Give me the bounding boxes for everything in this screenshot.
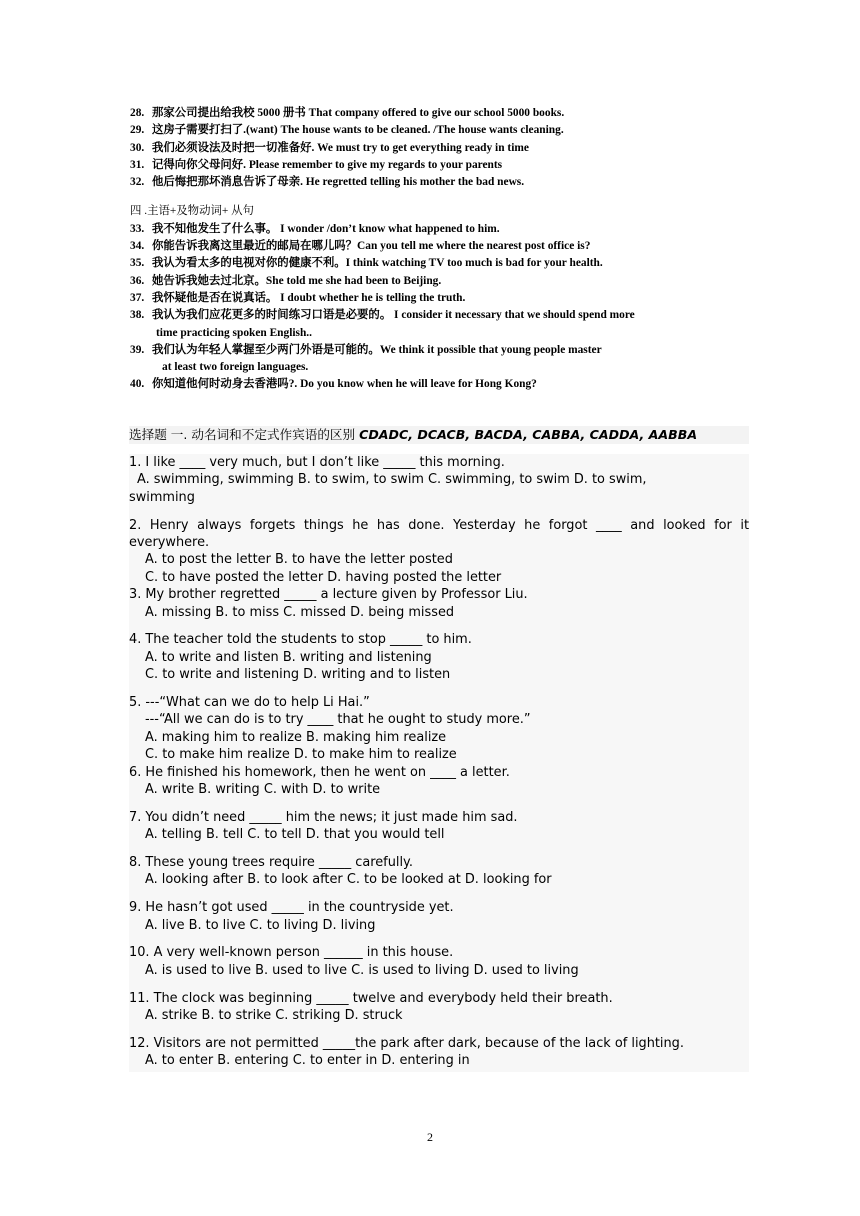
translation-line-continuation: time practicing spoken English.. (156, 326, 313, 339)
choice-heading-label: 选择题 一. 动名词和不定式作宾语的区别 (129, 427, 356, 442)
question-options: C. to make him realize D. to make him to realize (145, 747, 457, 763)
question-options: A. telling B. tell C. to tell D. that you would tell (145, 827, 445, 843)
question-item (129, 854, 749, 889)
translation-line: 32. 他后悔把那坏消息告诉了母亲. He regretted telling his mother the bad news. (130, 176, 525, 189)
question-stem: 11. The clock was beginning _____ twelve and everybody held their breath. (129, 990, 613, 1006)
translation-line: 29. 这房子需要打扫了.(want) The house wants to be cleaned. /The house wants cleaning. (130, 124, 564, 137)
question-stem: 12. Visitors are not permitted _____the park after dark, because of the lack of lighting. (129, 1035, 684, 1051)
answer-key: CDADC, DCACB, BACDA, CABBA, CADDA, AABBA (359, 427, 698, 442)
translation-line: 40. 你知道他何时动身去香港吗?. Do you know when he will leave for Hong Kong? (130, 378, 537, 391)
translation-line: 37. 我怀疑他是否在说真话。 I doubt whether he is telling the truth. (130, 291, 466, 304)
translation-line: 39. 我们认为年轻人掌握至少两门外语是可能的。We think it possible that young people master (130, 343, 602, 356)
question-options: A. to write and listen B. writing and listening (145, 649, 432, 665)
question-list (129, 454, 749, 1072)
question-item (129, 1035, 749, 1070)
page-number: 2 (427, 1130, 433, 1144)
question-options: ---“All we can do is to try ____ that he ought to study more.” (145, 712, 531, 728)
question-options: C. to write and listening D. writing and to listen (145, 667, 451, 683)
question-stem: 5. ---“What can we do to help Li Hai.” (129, 695, 370, 711)
question-options-continuation: swimming (129, 489, 195, 505)
question-stem: 2. Henry always forgets things he has done. Yesterday he forgot ____ and looked for it everywhere. (129, 517, 749, 551)
question-stem: 1. I like ____ very much, but I don’t like _____ this morning. (129, 455, 505, 470)
translation-section (130, 105, 770, 394)
question-options: C. to have posted the letter D. having posted the letter (145, 569, 502, 585)
question-options: A. is used to live B. used to live C. is used to living D. used to living (145, 962, 579, 978)
question-item (129, 809, 749, 844)
question-item (129, 694, 749, 764)
question-stem: 7. You didn’t need _____ him the news; it just made him sad. (129, 809, 518, 825)
question-item (129, 944, 749, 979)
question-options: A. strike B. to strike C. striking D. struck (145, 1008, 403, 1024)
question-stem: 3. My brother regretted _____ a lecture given by Professor Liu. (129, 587, 528, 603)
translation-line: 38. 我认为我们应花更多的时间练习口语是必要的。 I consider it necessary that we should spend more (130, 309, 635, 322)
question-stem: 10. A very well-known person ______ in this house. (129, 945, 454, 961)
question-stem: 8. These young trees require _____ carefully. (129, 855, 413, 871)
translation-line: 33. 我不知他发生了什么事。 I wonder /don’t know what happened to him. (130, 222, 500, 235)
choice-section-heading (129, 426, 749, 444)
question-stem: 6. He finished his homework, then he went on ____ a letter. (129, 764, 510, 780)
question-stem: 4. The teacher told the students to stop _____ to him. (129, 632, 472, 648)
question-item (129, 990, 749, 1025)
question-options: A. to enter B. entering C. to enter in D. entering in (145, 1053, 470, 1069)
question-item (129, 454, 749, 506)
question-item (129, 631, 749, 683)
translation-line: 36. 她告诉我她去过北京。She told me she had been to Beijing. (130, 274, 442, 287)
translation-line-continuation: at least two foreign languages. (162, 361, 309, 374)
translation-line: 34. 你能告诉我离这里最近的邮局在哪儿吗？Can you tell me where the nearest post office is? (130, 240, 591, 253)
question-item (129, 899, 749, 934)
question-options: A. swimming, swimming B. to swim, to swim C. swimming, to swim D. to swim, (137, 472, 647, 488)
section-heading: 四 .主语+及物动词+ 从句 (130, 205, 254, 218)
translation-line: 31. 记得向你父母问好. Please remember to give my regards to your parents (130, 158, 503, 171)
question-options: A. missing B. to miss C. missed D. being missed (145, 604, 455, 620)
question-options: A. live B. to live C. to living D. living (145, 917, 376, 933)
question-item (129, 586, 749, 621)
question-options: A. to post the letter B. to have the letter posted (145, 552, 453, 568)
question-options: A. making him to realize B. making him realize (145, 729, 447, 745)
question-stem: 9. He hasn’t got used _____ in the countryside yet. (129, 900, 454, 916)
question-options: A. looking after B. to look after C. to be looked at D. looking for (145, 872, 552, 888)
question-item (129, 764, 749, 799)
translation-line: 28. 那家公司提出给我校 5000 册书 That company offered to give our school 5000 books. (130, 107, 565, 119)
question-options: A. write B. writing C. with D. to write (145, 782, 381, 798)
question-item (129, 517, 749, 587)
translation-line: 35. 我认为看太多的电视对你的健康不利。I think watching TV too much is bad for your health. (130, 257, 603, 270)
translation-line: 30. 我们必须设法及时把一切准备好. We must try to get everything ready in time (130, 141, 529, 154)
